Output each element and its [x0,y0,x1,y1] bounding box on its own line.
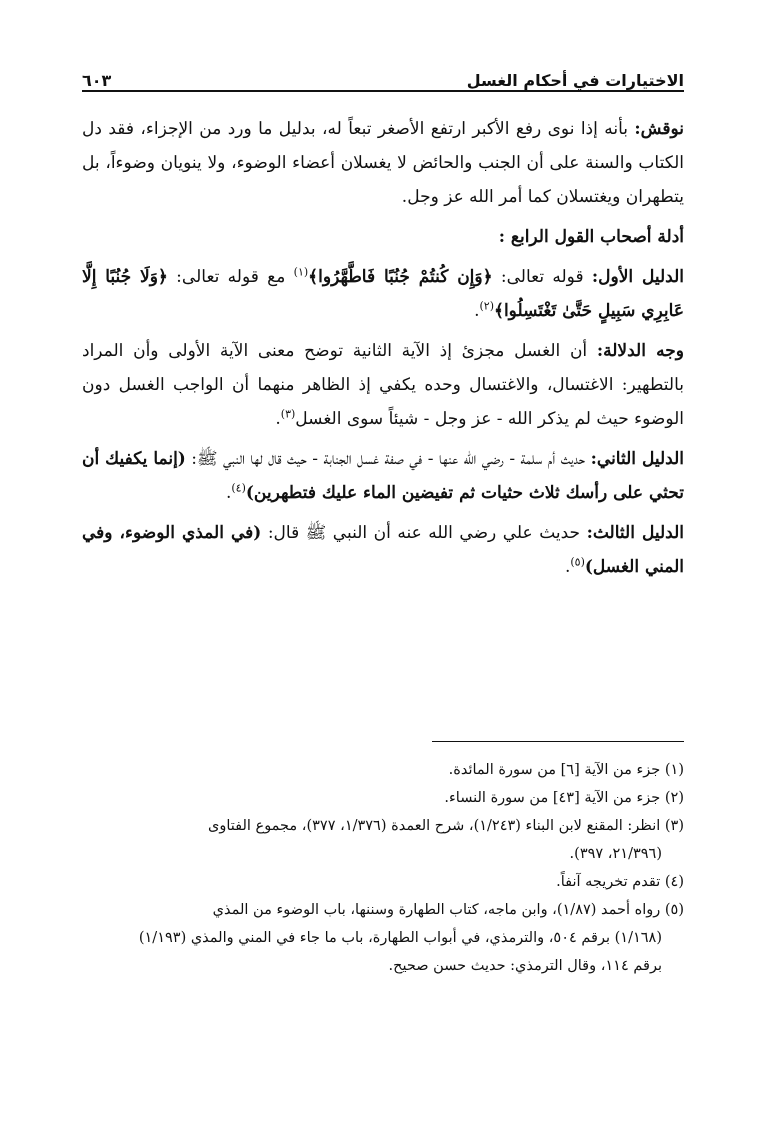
footnote-3-line-2: (٢١/٣٩٦، ٣٩٧). [569,846,662,862]
footnotes [82,756,684,980]
inference-text: أن الغسل مجزئ إذ الآية الثانية توضح معنى الآية الأولى وأن المراد بالتطهير: الاغتسال، والاغتسال وحده يكفي إذ الظاهر منهما أن الواجب الغسل دون الوضوء حيث لم يذكر الله - عز وجل - شيئاً سوى الغسل [82,341,684,429]
running-title: الاختيارات في أحكام الغسل [466,71,684,90]
evidence-1-end: . [474,301,480,321]
page-number: ٦٠٣ [82,71,112,90]
evidence-3-text: حديث علي رضي الله عنه أن النبي ﷺ قال: [261,523,587,543]
inference-label: وجه الدلالة: [596,341,684,361]
main-text [82,112,684,590]
objection-text: بأنه إذا نوى رفع الأكبر ارتفع الأصغر تبعاً له، بدليل ما ورد من الإجزاء، فقد دل الكتاب والسنة على أن الجنب والحائض لا يغسلان أعضاء الوضوء، ولا ينويان وضوءاً، بل يتطهران ويغتسلان كما أمر الله عز وجل. [82,119,684,207]
objection-paragraph [82,112,684,214]
evidence-3-end: . [564,557,571,577]
evidence-1-label: الدليل الأول: [591,267,684,287]
evidence-2-text: حديث أم سلمة - رضي الله عنها - في صفة غسل الجنابة - حيث قال لها النبي ﷺ: [185,449,591,469]
evidence-3-label: الدليل الثالث: [586,523,684,543]
footnote-1: (١) جزء من الآية [٦] من سورة المائدة. [448,762,684,778]
evidence-2-paragraph [82,442,684,510]
objection-label: نوقش: [634,119,684,139]
evidence-3-paragraph [82,516,684,584]
hadith-quote-2: (إنما يكفيك أن تحثي على رأسك ثلاث حثيات ثم تفيضين الماء عليك فتطهرين) [82,449,684,503]
evidence-2-label: الدليل الثاني: [590,449,684,469]
footnote-ref-4[interactable]: (٤) [231,481,246,495]
footnote-ref-1[interactable]: (١) [293,265,309,279]
running-header [82,62,684,92]
evidence-1-paragraph [82,260,684,328]
footnote-ref-5[interactable]: (٥) [570,555,585,569]
inference-paragraph [82,334,684,436]
footnote-divider [432,741,684,742]
evidence-2-end: . [225,483,232,503]
footnote-4: (٤) تقدم تخريجه آنفاً. [556,874,684,890]
evidence-1-connector: مع قوله تعالى: [167,267,294,287]
footnote-5-line-3: برقم ١١٤، وقال الترمذي: حديث حسن صحيح. [388,958,662,974]
hadith-quote-3: (في المذي الوضوء، وفي المني الغسل) [82,523,684,577]
footnote-5-line-1: (٥) رواه أحمد (١/٨٧)، وابن ماجه، كتاب الطهارة وسننها، باب الوضوء من المذي [212,902,684,918]
footnote-2: (٢) جزء من الآية [٤٣] من سورة النساء. [444,790,684,806]
footnote-ref-3[interactable]: (٣) [280,407,296,421]
verse-2: ﴿وَلَا جُنُبًا إِلَّا عَابِرِي سَبِيلٍ حَتَّىٰ تَغْتَسِلُوا﴾ [82,267,684,321]
evidence-1-intro: قوله تعالى: [492,267,592,287]
footnote-5-line-2: (١/١٦٨) برقم ٥٠٤، والترمذي، في أبواب الطهارة، باب ما جاء في المني والمذي (١/١٩٣) [138,930,662,946]
inference-end: . [275,409,281,429]
footnote-3-line-1: (٣) انظر: المقنع لابن البناء (١/٢٤٣)، شرح العمدة (١/٣٧٦، ٣٧٧)، مجموع الفتاوى [208,818,684,834]
verse-1: ﴿وَإِن كُنتُمْ جُنُبًا فَاطَّهَّرُوا﴾ [308,267,493,287]
footnote-ref-2[interactable]: (٢) [479,299,494,313]
section-heading: أدلة أصحاب القول الرابع : [498,227,684,247]
